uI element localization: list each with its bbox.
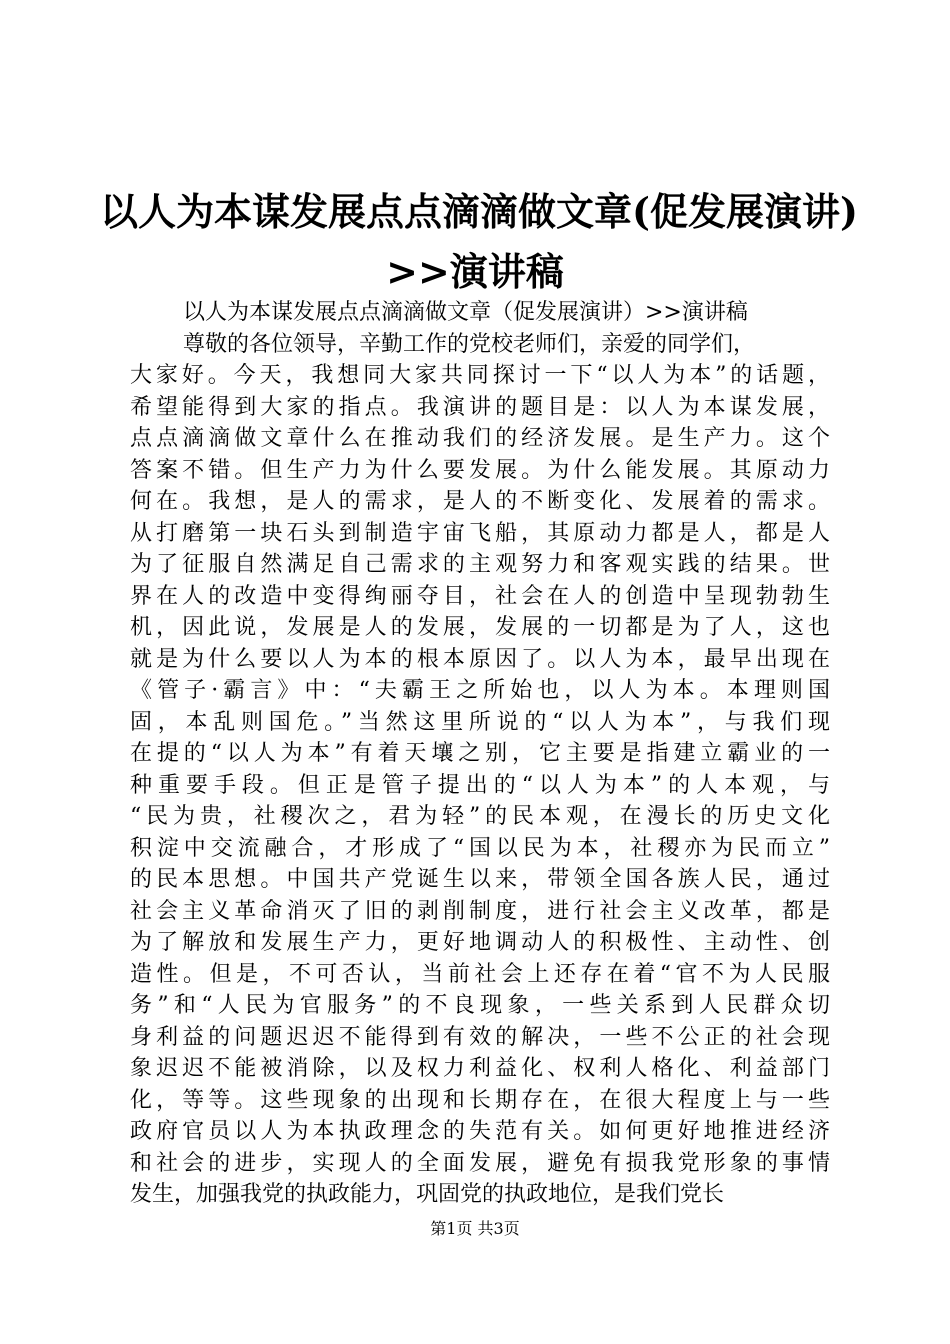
body-line: 从打磨第一块石头到制造宇宙飞船，其原动力都是人，都是人 [130, 520, 830, 546]
body-line: 象迟迟不能被消除，以及权力利益化、权利人格化、利益部门 [130, 1056, 830, 1081]
body-line: 答案不错。但生产力为什么要发展。为什么能发展。其原动力 [130, 457, 830, 483]
body-line: 《管子·霸言》中：“夫霸王之所始也，以人为本。本理则国 [130, 678, 830, 703]
body-line: 大家好。今天，我想同大家共同探讨一下“以人为本”的话题， [130, 363, 830, 388]
body-line: 就是为什么要以人为本的根本原因了。以人为本，最早出现在 [130, 646, 830, 672]
body-line: 积淀中交流融合，才形成了“国以民为本，社稷亦为民而立” [130, 835, 830, 861]
body-line: 身利益的问题迟迟不能得到有效的解决，一些不公正的社会现 [130, 1024, 830, 1050]
body-line: 尊敬的各位领导，辛勤工作的党校老师们，亲爱的同学们， [183, 331, 756, 357]
body-line: 点点滴滴做文章什么在推动我们的经济发展。是生产力。这个 [130, 426, 830, 451]
body-line: 为了解放和发展生产力，更好地调动人的积极性、主动性、创 [130, 930, 830, 955]
body-line: 的民本思想。中国共产党诞生以来，带领全国各族人民，通过 [130, 867, 830, 892]
body-line: “民为贵，社稷次之，君为轻”的民本观，在漫长的历史文化 [130, 804, 830, 829]
body-line: 化，等等。这些现象的出现和长期存在，在很大程度上与一些 [130, 1087, 830, 1113]
body-line: 何在。我想，是人的需求，是人的不断变化、发展着的需求。 [130, 489, 830, 514]
body-line: 机，因此说，发展是人的发展，发展的一切都是为了人，这也 [130, 615, 830, 640]
body-line: 固，本乱则国危。”当然这里所说的“以人为本”，与我们现 [130, 709, 830, 735]
page-number-footer: 第1页 共3页 [430, 1219, 520, 1238]
document-title-line-2: >>演讲稿 [386, 249, 564, 294]
body-line: 希望能得到大家的指点。我演讲的题目是：以人为本谋发展， [130, 394, 830, 420]
document-body [130, 297, 830, 1211]
document-title-line-1: 以人为本谋发展点点滴滴做文章(促发展演讲) [100, 189, 858, 234]
body-line: 种重要手段。但正是管子提出的“以人为本”的人本观，与 [130, 772, 830, 798]
body-line: 以人为本谋发展点点滴滴做文章（促发展演讲）>>演讲稿 [183, 300, 748, 325]
body-line: 政府官员以人为本执政理念的失范有关。如何更好地推进经济 [130, 1119, 830, 1144]
body-line: 务”和“人民为官服务”的不良现象，一些关系到人民群众切 [130, 993, 830, 1018]
body-line: 社会主义革命消灭了旧的剥削制度，进行社会主义改革，都是 [130, 898, 830, 924]
body-line: 在提的“以人为本”有着天壤之别，它主要是指建立霸业的一 [130, 741, 830, 766]
body-line: 界在人的改造中变得绚丽夺目，社会在人的创造中呈现勃勃生 [130, 583, 830, 609]
body-line: 和社会的进步，实现人的全面发展，避免有损我党形象的事情 [130, 1150, 830, 1176]
body-line: 为了征服自然满足自己需求的主观努力和客观实践的结果。世 [130, 552, 830, 577]
body-line: 造性。但是，不可否认，当前社会上还存在着“官不为人民服 [130, 961, 830, 987]
body-line: 发生，加强我党的执政能力，巩固党的执政地位，是我们党长 [130, 1182, 725, 1207]
